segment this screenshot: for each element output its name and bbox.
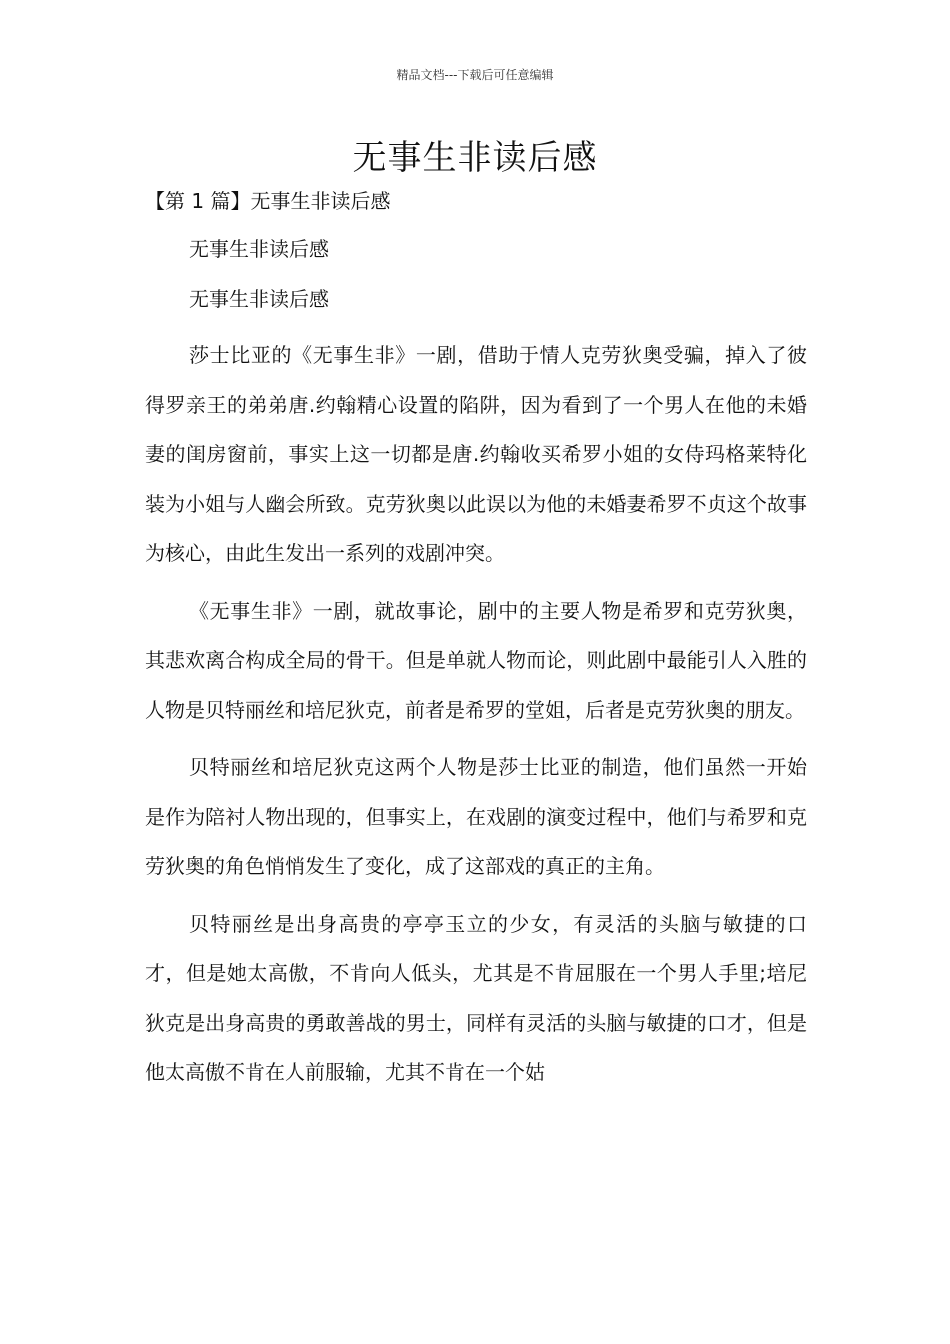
body-paragraph: 《无事生非》一剧，就故事论，剧中的主要人物是希罗和克劳狄奥，其悲欢离合构成全局的骨干。但是单就人物而论，则此剧中最能引人入胜的人物是贝特丽丝和培尼狄克，前者是希罗的堂姐，后者是克劳狄奥的朋友。: [145, 598, 807, 722]
document-title: 无事生非读后感: [352, 138, 598, 178]
body-paragraph: 贝特丽丝和培尼狄克这两个人物是莎士比亚的制造，他们虽然一开始是作为陪衬人物出现的，但事实上，在戏剧的演变过程中，他们与希罗和克劳狄奥的角色悄悄发生了变化，成了这部戏的真正的主角。: [145, 755, 807, 878]
section-heading: 【第 1 篇】无事生非读后感: [145, 189, 391, 213]
body-paragraph: 贝特丽丝是出身高贵的亭亭玉立的少女，有灵活的头脑与敏捷的口才，但是她太高傲，不肯向人低头，尤其是不肯屈服在一个男人手里;培尼狄克是出身高贵的勇敢善战的男士，同样有灵活的头脑与敏捷的口才，但是他太高傲不肯在人前服输，尤其不肯在一个姑: [145, 911, 807, 1084]
document-header-note: 精品文档---下载后可任意编辑: [396, 68, 554, 82]
body-paragraph: 莎士比亚的《无事生非》一剧，借助于情人克劳狄奥受骗，掉入了彼得罗亲王的弟弟唐.约翰精心设置的陷阱，因为看到了一个男人在他的未婚妻的闺房窗前，事实上这一切都是唐.约翰收买希罗小姐的女侍玛格莱特化装为小姐与人幽会所致。克劳狄奥以此误以为他的未婚妻希罗不贞这个故事为核心，由此生发出一系列的戏剧冲突。: [145, 343, 807, 565]
sub-title-line: 无事生非读后感: [189, 287, 329, 311]
sub-title-line: 无事生非读后感: [189, 237, 329, 261]
document-body: [145, 183, 807, 1098]
